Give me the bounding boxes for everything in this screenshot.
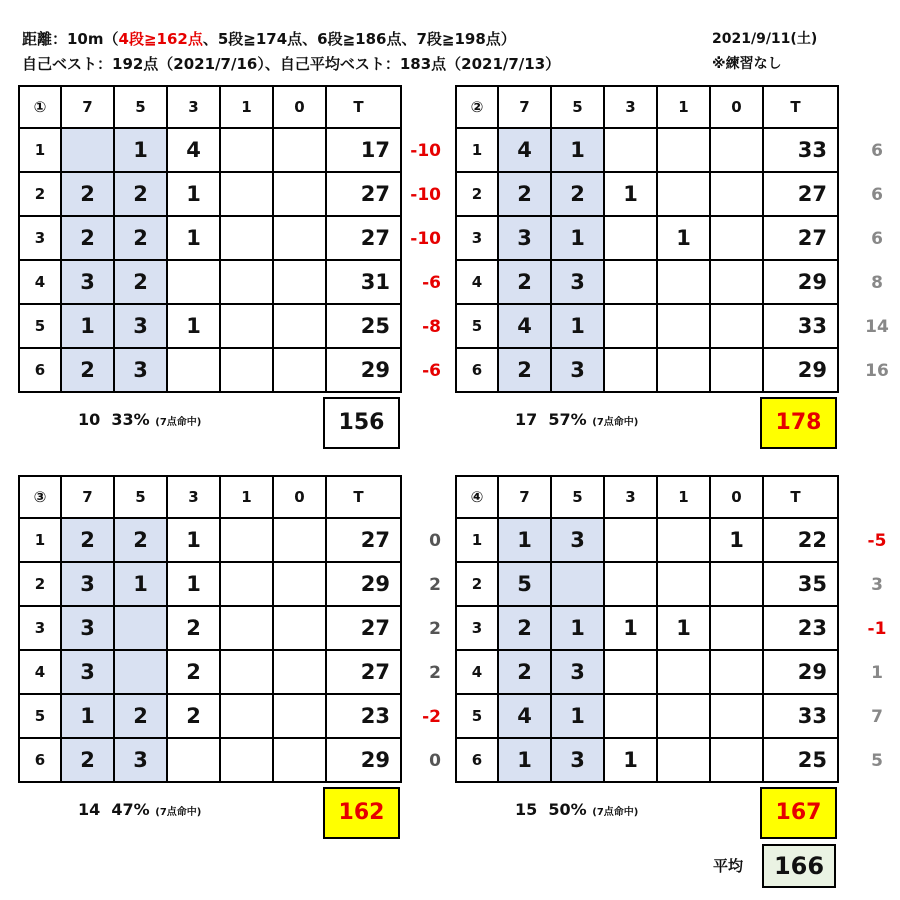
count-cell: 1 (551, 216, 604, 260)
average-score: 166 (762, 844, 836, 888)
count-cell: 2 (114, 518, 167, 562)
distance-line (22, 28, 516, 49)
end-total: 29 (326, 738, 401, 782)
count-cell (710, 172, 763, 216)
column-header: 7 (498, 476, 551, 518)
end-row (19, 650, 401, 694)
end-total: 35 (763, 562, 838, 606)
count-cell (710, 606, 763, 650)
count-cell: 3 (551, 738, 604, 782)
end-number: 6 (456, 348, 498, 392)
count-cell (657, 562, 710, 606)
count-cell: 1 (498, 738, 551, 782)
round-4-total: 167 (760, 787, 837, 839)
round-4-table (455, 475, 839, 783)
count-cell: 2 (498, 260, 551, 304)
count-cell: 2 (498, 650, 551, 694)
end-row (456, 518, 838, 562)
count-cell (710, 128, 763, 172)
round-2-total: 178 (760, 397, 837, 449)
margin-value: -10 (410, 229, 441, 249)
end-total: 23 (326, 694, 401, 738)
count-cell: 3 (61, 260, 114, 304)
count-cell (657, 738, 710, 782)
round-3-total: 162 (323, 787, 400, 839)
end-row (456, 172, 838, 216)
count-cell (273, 304, 326, 348)
margin-value: -10 (410, 185, 441, 205)
end-row (19, 562, 401, 606)
count-cell: 3 (551, 260, 604, 304)
count-cell (114, 606, 167, 650)
count-cell: 2 (114, 172, 167, 216)
end-row (19, 216, 401, 260)
column-header: T (763, 476, 838, 518)
count-cell (273, 738, 326, 782)
count-cell: 3 (551, 348, 604, 392)
header-row (456, 476, 838, 518)
column-header: 5 (551, 86, 604, 128)
column-header: T (326, 476, 401, 518)
count-cell (220, 216, 273, 260)
end-total: 25 (326, 304, 401, 348)
column-header: 0 (710, 86, 763, 128)
count-cell (710, 650, 763, 694)
column-header: 5 (114, 86, 167, 128)
hit-note: (7点命中) (155, 417, 202, 428)
count-cell (273, 348, 326, 392)
column-header: 1 (657, 476, 710, 518)
count-cell: 3 (114, 348, 167, 392)
count-cell (114, 650, 167, 694)
count-cell: 1 (604, 172, 657, 216)
end-row (456, 562, 838, 606)
count-cell: 1 (498, 518, 551, 562)
count-cell (604, 128, 657, 172)
end-row (456, 348, 838, 392)
average-label: 平均 (713, 857, 744, 875)
count-cell (604, 304, 657, 348)
count-cell: 2 (114, 694, 167, 738)
count-cell (220, 518, 273, 562)
column-header: 1 (220, 86, 273, 128)
diff-value: -5 (867, 531, 887, 551)
count-cell (604, 216, 657, 260)
hit-count: 14 (78, 800, 101, 819)
count-cell: 3 (551, 518, 604, 562)
margin-value: 2 (429, 575, 441, 595)
end-number: 1 (456, 128, 498, 172)
round-3-summary (78, 800, 201, 819)
end-number: 4 (19, 650, 61, 694)
count-cell (273, 694, 326, 738)
column-header: 0 (710, 476, 763, 518)
count-cell: 1 (61, 694, 114, 738)
end-total: 27 (326, 518, 401, 562)
count-cell: 4 (498, 128, 551, 172)
header-row (456, 86, 838, 128)
round-label: ① (19, 86, 61, 128)
end-row (19, 260, 401, 304)
end-number: 6 (456, 738, 498, 782)
count-cell: 1 (551, 694, 604, 738)
count-cell (220, 128, 273, 172)
count-cell: 2 (61, 216, 114, 260)
diff-value: 3 (871, 575, 883, 595)
diff-value: 8 (871, 273, 883, 293)
count-cell (167, 348, 220, 392)
margin-value: -6 (422, 361, 441, 381)
round-2-summary (515, 410, 638, 429)
count-cell: 2 (114, 260, 167, 304)
count-cell: 2 (498, 606, 551, 650)
count-cell (604, 518, 657, 562)
count-cell: 1 (114, 562, 167, 606)
count-cell (604, 562, 657, 606)
header-row (19, 86, 401, 128)
end-row (456, 304, 838, 348)
end-row (456, 260, 838, 304)
count-cell (657, 260, 710, 304)
end-total: 25 (763, 738, 838, 782)
count-cell: 1 (551, 606, 604, 650)
count-cell: 2 (167, 606, 220, 650)
end-number: 6 (19, 348, 61, 392)
hit-percent: 47% (111, 800, 150, 819)
round-label: ④ (456, 476, 498, 518)
count-cell (167, 738, 220, 782)
end-number: 1 (19, 128, 61, 172)
count-cell (710, 216, 763, 260)
column-header: 3 (167, 476, 220, 518)
end-number: 2 (456, 562, 498, 606)
column-header: 7 (61, 86, 114, 128)
margin-value: 0 (429, 531, 441, 551)
count-cell (710, 304, 763, 348)
count-cell: 2 (114, 216, 167, 260)
end-total: 22 (763, 518, 838, 562)
end-total: 29 (326, 348, 401, 392)
column-header: 7 (498, 86, 551, 128)
count-cell (220, 606, 273, 650)
end-number: 3 (19, 606, 61, 650)
round-3-table (18, 475, 402, 783)
end-row (456, 738, 838, 782)
count-cell (710, 562, 763, 606)
count-cell (273, 562, 326, 606)
end-row (456, 216, 838, 260)
count-cell (657, 518, 710, 562)
round-label: ③ (19, 476, 61, 518)
end-number: 2 (456, 172, 498, 216)
count-cell (604, 260, 657, 304)
count-cell (710, 694, 763, 738)
column-header: 3 (604, 476, 657, 518)
hit-percent: 57% (548, 410, 587, 429)
end-number: 4 (456, 260, 498, 304)
count-cell: 1 (657, 216, 710, 260)
count-cell: 1 (167, 216, 220, 260)
rank-thresholds-rest: 、5段≧174点、6段≧186点、7段≧198点） (202, 30, 516, 48)
end-row (19, 348, 401, 392)
end-number: 4 (19, 260, 61, 304)
column-header: 0 (273, 86, 326, 128)
column-header: 5 (551, 476, 604, 518)
count-cell: 3 (114, 738, 167, 782)
count-cell (220, 304, 273, 348)
count-cell: 1 (114, 128, 167, 172)
hit-note: (7点命中) (592, 417, 639, 428)
count-cell (273, 606, 326, 650)
count-cell: 2 (498, 172, 551, 216)
end-number: 5 (19, 304, 61, 348)
column-header: 3 (167, 86, 220, 128)
count-cell (273, 216, 326, 260)
count-cell (273, 650, 326, 694)
end-total: 17 (326, 128, 401, 172)
count-cell: 2 (61, 738, 114, 782)
end-row (19, 518, 401, 562)
end-row (456, 694, 838, 738)
end-total: 27 (326, 172, 401, 216)
column-header: 5 (114, 476, 167, 518)
count-cell: 1 (604, 606, 657, 650)
count-cell: 2 (61, 518, 114, 562)
rank-threshold-4dan: 4段≧162点 (118, 30, 203, 48)
end-row (456, 650, 838, 694)
count-cell: 3 (61, 606, 114, 650)
count-cell (604, 348, 657, 392)
count-cell (61, 128, 114, 172)
count-cell: 3 (498, 216, 551, 260)
end-row (19, 172, 401, 216)
end-number: 3 (456, 216, 498, 260)
count-cell (220, 172, 273, 216)
end-row (19, 304, 401, 348)
end-total: 27 (326, 650, 401, 694)
count-cell: 2 (167, 650, 220, 694)
header-row (19, 476, 401, 518)
count-cell: 4 (498, 304, 551, 348)
count-cell (657, 348, 710, 392)
count-cell (167, 260, 220, 304)
count-cell: 1 (61, 304, 114, 348)
count-cell (220, 694, 273, 738)
column-header: 1 (657, 86, 710, 128)
count-cell (273, 128, 326, 172)
count-cell: 2 (61, 348, 114, 392)
end-number: 5 (19, 694, 61, 738)
distance-prefix: 距離：10m（ (22, 30, 119, 48)
diff-value: 7 (871, 707, 883, 727)
count-cell (220, 738, 273, 782)
end-total: 33 (763, 128, 838, 172)
end-number: 5 (456, 694, 498, 738)
count-cell: 4 (167, 128, 220, 172)
end-total: 29 (763, 260, 838, 304)
end-total: 33 (763, 694, 838, 738)
hit-count: 17 (515, 410, 538, 429)
end-total: 23 (763, 606, 838, 650)
count-cell (220, 650, 273, 694)
count-cell (604, 694, 657, 738)
end-number: 4 (456, 650, 498, 694)
end-number: 2 (19, 172, 61, 216)
end-number: 6 (19, 738, 61, 782)
diff-value: 6 (871, 141, 883, 161)
end-total: 33 (763, 304, 838, 348)
round-2-table (455, 85, 839, 393)
count-cell: 1 (657, 606, 710, 650)
margin-value: 2 (429, 663, 441, 683)
end-row (19, 694, 401, 738)
diff-value: 16 (865, 361, 889, 381)
hit-count: 15 (515, 800, 538, 819)
column-header: 0 (273, 476, 326, 518)
count-cell (220, 260, 273, 304)
end-total: 27 (326, 216, 401, 260)
count-cell (710, 260, 763, 304)
count-cell (551, 562, 604, 606)
count-cell (220, 348, 273, 392)
end-number: 3 (456, 606, 498, 650)
diff-value: 1 (871, 663, 883, 683)
margin-value: -2 (422, 707, 441, 727)
diff-value: 5 (871, 751, 883, 771)
end-total: 29 (763, 348, 838, 392)
margin-value: 2 (429, 619, 441, 639)
count-cell: 3 (551, 650, 604, 694)
count-cell (273, 260, 326, 304)
hit-percent: 33% (111, 410, 150, 429)
count-cell (604, 650, 657, 694)
round-1-table (18, 85, 402, 393)
end-number: 2 (19, 562, 61, 606)
end-number: 3 (19, 216, 61, 260)
count-cell: 5 (498, 562, 551, 606)
round-label: ② (456, 86, 498, 128)
count-cell (657, 172, 710, 216)
count-cell: 4 (498, 694, 551, 738)
count-cell: 1 (167, 562, 220, 606)
margin-value: -6 (422, 273, 441, 293)
count-cell (710, 348, 763, 392)
end-number: 1 (456, 518, 498, 562)
count-cell: 1 (710, 518, 763, 562)
diff-value: 6 (871, 185, 883, 205)
diff-value: 6 (871, 229, 883, 249)
count-cell: 2 (167, 694, 220, 738)
column-header: 1 (220, 476, 273, 518)
hit-count: 10 (78, 410, 101, 429)
diff-value: 14 (865, 317, 889, 337)
margin-value: 0 (429, 751, 441, 771)
round-1-summary (78, 410, 201, 429)
round-4-summary (515, 800, 638, 819)
end-total: 27 (763, 216, 838, 260)
margin-value: -8 (422, 317, 441, 337)
count-cell: 3 (61, 562, 114, 606)
count-cell (657, 304, 710, 348)
end-number: 5 (456, 304, 498, 348)
column-header: T (763, 86, 838, 128)
count-cell: 1 (551, 304, 604, 348)
diff-value: -1 (867, 619, 887, 639)
end-total: 27 (763, 172, 838, 216)
count-cell (710, 738, 763, 782)
count-cell (657, 128, 710, 172)
personal-best-line: 自己ベスト：192点（2021/7/16）、自己平均ベスト：183点（2021/7/13） (22, 55, 561, 73)
end-row (19, 128, 401, 172)
count-cell: 1 (551, 128, 604, 172)
end-row (456, 606, 838, 650)
session-date: 2021/9/11(土) (712, 31, 818, 47)
count-cell: 2 (551, 172, 604, 216)
column-header: T (326, 86, 401, 128)
column-header: 7 (61, 476, 114, 518)
count-cell: 1 (167, 304, 220, 348)
count-cell (657, 694, 710, 738)
practice-note: ※練習なし (712, 56, 782, 72)
end-row (19, 606, 401, 650)
margin-value: -10 (410, 141, 441, 161)
count-cell: 2 (498, 348, 551, 392)
column-header: 3 (604, 86, 657, 128)
count-cell: 3 (61, 650, 114, 694)
count-cell: 1 (167, 518, 220, 562)
end-total: 31 (326, 260, 401, 304)
count-cell: 2 (61, 172, 114, 216)
hit-note: (7点命中) (592, 807, 639, 818)
count-cell: 1 (167, 172, 220, 216)
end-row (19, 738, 401, 782)
count-cell (220, 562, 273, 606)
count-cell: 1 (604, 738, 657, 782)
hit-percent: 50% (548, 800, 587, 819)
count-cell (273, 172, 326, 216)
end-number: 1 (19, 518, 61, 562)
count-cell: 3 (114, 304, 167, 348)
round-1-total: 156 (323, 397, 400, 449)
count-cell (657, 650, 710, 694)
end-total: 29 (763, 650, 838, 694)
hit-note: (7点命中) (155, 807, 202, 818)
end-total: 27 (326, 606, 401, 650)
count-cell (273, 518, 326, 562)
end-total: 29 (326, 562, 401, 606)
end-row (456, 128, 838, 172)
